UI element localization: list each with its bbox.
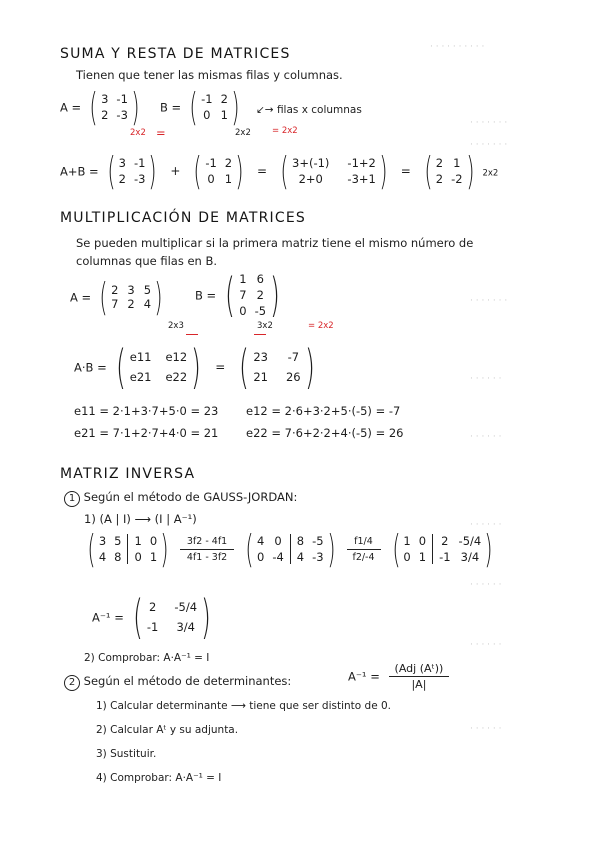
det-step4: 4) Comprobar: A·A⁻¹ = I [96,772,222,784]
inverse-matrix: ( 2 -5/4 -1 3/4 ) [132,590,211,644]
det-step2: 2) Calcular Aᵗ y su adjunta. [96,724,239,736]
calc-e21: e21 = 7·1+2·7+4·0 = 21 [74,426,219,440]
mult-matrix-B: ( 1 6 7 2 0 -5 ) [225,268,280,322]
underline-red-b [254,334,266,335]
mult-matrix-A: ( 2 3 5 7 2 4 ) [99,275,163,319]
section-title-inversa: MATRIZ INVERSA [60,466,196,482]
method-1-heading: 1 Según el método de GAUSS-JORDAN: [64,490,297,507]
bleed-through-text: · · · · · · [470,432,502,442]
matrix-B-definition [160,85,243,129]
sum-expanded-matrix: ( 3+(-1) -1+2 2+0 -3+1 ) [280,149,388,193]
suma-intro: Tienen que tener las mismas filas y columnas. [76,68,343,82]
bleed-through-text: · · · · · · [470,640,502,650]
mult-result-dim-note: = 2x2 [308,321,334,331]
arrow-icon: ↙→ [256,104,277,116]
product-equation: A·B = ( e11 e12 e21 e22 ) = ( 23 -7 21 26 ) [74,344,319,390]
sum-dim: 2x2 [482,168,499,179]
augmented-matrix-3: ( 1 0 0 1 2 -5/4 -1 3/4 ) [391,527,493,571]
bleed-through-text: · · · · · · [470,520,502,530]
bleed-through-text: · · · · · · · [470,118,508,128]
calc-e22: e22 = 7·6+2·2+4·(-5) = 26 [246,426,404,440]
dim-B: 2x2 [235,128,251,138]
section-title-multiplicacion: MULTIPLICACIÓN DE MATRICES [60,210,306,226]
label-B: B = [160,100,182,115]
mult-matrix-B-definition: B = ( 1 6 7 2 0 -5 ) [195,272,284,318]
sum-matrix-B: ( -1 2 0 1 ) [193,149,244,193]
calc-e11: e11 = 2·1+3·7+5·0 = 23 [74,404,219,418]
row-op-1: $\frac{3f2 - 4f1}{4f1 - 3f2}$ [180,536,234,563]
inverse-formula: A⁻¹ = (Adj (Aᵗ)) |A| [348,662,449,691]
equal-mark: = [156,126,166,140]
mult-dim-A: 2x3 [168,321,184,331]
mult-intro-line2: columnas que filas en B. [76,254,218,268]
bleed-through-text: · · · · · · [470,374,502,384]
product-symbolic-matrix: ( e11 e12 e21 e22 ) [115,340,202,394]
bleed-through-text: · · · · · · · [470,140,508,150]
det-step3: 3) Sustituir. [96,748,157,760]
matrix-A-definition [60,85,143,129]
row-op-2: $\frac{f1/4}{f2/-4}$ [347,536,381,563]
matrix-B: ( -1 2 0 1 ) [189,85,240,129]
number-2-circle: 2 [64,675,80,691]
annotation-filas-columnas: ↙→ filas x columnas [256,104,362,116]
sum-equation: A+B = ( 3 -1 2 -3 ) + ( -1 2 0 1 ) = ( 3+(-1) -1+2 2+0 -3+1 ) = ( 2 1 2 -2 ) 2x2 [60,149,499,193]
result-dim-note: = 2x2 [272,126,298,136]
mult-intro-line1: Se pueden multiplicar si la primera matriz tiene el mismo número de [76,236,474,250]
method-2-heading: 2 Según el método de determinantes: [64,674,291,691]
bleed-through-text: · · · · · · · [470,296,508,306]
product-result-matrix: ( 23 -7 21 26 ) [239,340,315,394]
augmented-matrix-1: ( 3 5 4 8 1 0 0 1 ) [87,527,169,571]
sum-matrix-A: ( 3 -1 2 -3 ) [107,149,157,193]
matrix-A: ( 3 -1 2 -3 ) [89,85,140,129]
gauss-jordan-row [84,527,496,571]
augmented-matrix-2: ( 4 0 0 -4 8 -5 4 -3 ) [245,527,336,571]
dim-A: 2x2 [130,128,146,138]
mult-matrix-A-definition: A = ( 2 3 5 7 2 4 ) [70,278,166,316]
inverse-result: A⁻¹ = ( 2 -5/4 -1 3/4 ) [92,594,215,640]
bleed-through-text: · · · · · · [470,724,502,734]
calc-e12: e12 = 2·6+3·2+5·(-5) = -7 [246,404,401,418]
mult-dim-B: 3x2 [257,321,273,331]
underline-red-a [186,334,198,335]
gauss-step1: 1) (A | I) ⟶ (I | A⁻¹) [84,512,197,526]
bleed-through-text: · · · · · · · · · · [430,42,485,52]
number-1-circle: 1 [64,491,80,507]
section-title-suma: SUMA Y RESTA DE MATRICES [60,46,291,62]
sum-result-matrix: ( 2 1 2 -2 ) [424,149,475,193]
det-step1: 1) Calcular determinante ⟶ tiene que ser distinto de 0. [96,700,392,712]
bleed-through-text: · · · · · · [470,580,502,590]
gauss-check: 2) Comprobar: A·A⁻¹ = I [84,652,210,664]
label-A: A = [60,100,82,115]
